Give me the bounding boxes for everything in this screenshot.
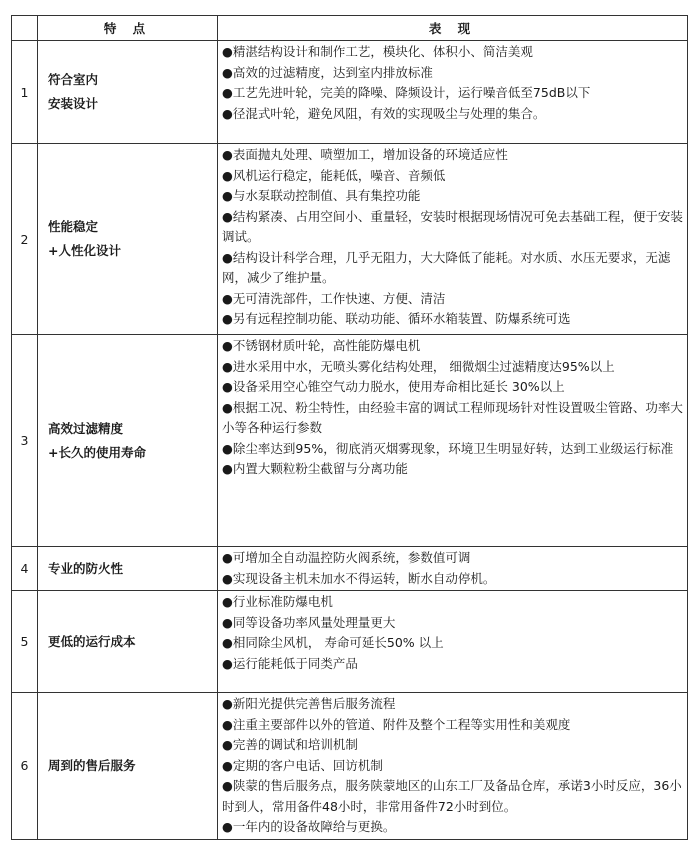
row-number: 6 xyxy=(12,693,38,840)
table-row xyxy=(12,335,688,547)
row-number: 3 xyxy=(12,335,38,547)
detail-bullet: ●不锈钢材质叶轮，高性能防爆电机 xyxy=(222,338,421,353)
detail-bullet: ●除尘率达到95%，彻底消灭烟雾现象，环境卫生明显好转，达到工业级运行标准 xyxy=(222,440,674,456)
detail-bullet: ●行业标准防爆电机 xyxy=(222,594,333,609)
header-feature: 特 点 xyxy=(38,16,218,41)
feature-cell xyxy=(38,41,218,144)
detail-bullet: ●结构设计科学合理，几乎无阻力，大大降低了能耗。对水质、水压无要求，无滤网，减少了维护量。 xyxy=(222,249,671,285)
feature-label: 性能稳定 xyxy=(48,219,99,234)
table-body xyxy=(12,41,688,840)
detail-bullet: ●新阳光提供完善售后服务流程 xyxy=(222,696,396,711)
detail-bullet: ●定期的客户电话、回访机制 xyxy=(222,757,383,773)
detail-bullet: ●结构紧凑、占用空间小、重量轻，安装时根据现场情况可免去基础工程，便于安装调试。 xyxy=(222,208,683,244)
table-row xyxy=(12,547,688,591)
detail-bullet: ●陕蒙的售后服务点，服务陕蒙地区的山东工厂及备品仓库，承诺3小时反应，36小时到人，常用备件48小时，非常用备件72小时到位。 xyxy=(222,778,682,814)
detail-bullet: ●高效的过滤精度，达到室内排放标准 xyxy=(222,64,433,80)
header-row xyxy=(12,16,688,41)
detail-cell xyxy=(218,41,688,144)
detail-bullet: ●另有远程控制功能、联动功能、循环水箱装置、防爆系统可选 xyxy=(222,311,571,326)
detail-bullet: ●工艺先进叶轮，完美的降噪、降频设计，运行噪音低至75dB以下 xyxy=(222,85,591,100)
detail-bullet: ●无可清洗部件，工作快速、方便、清洁 xyxy=(222,290,446,306)
feature-label: +人性化设计 xyxy=(48,243,121,258)
detail-bullet: ●运行能耗低于同类产品 xyxy=(222,655,358,671)
feature-label: +长久的使用寿命 xyxy=(48,444,146,460)
detail-bullet: ●根据工况、粉尘特性，由经验丰富的调试工程师现场针对性设置吸尘管路、功率大小等各种运行参数 xyxy=(222,399,683,435)
feature-cell xyxy=(38,693,218,840)
feature-label: 周到的售后服务 xyxy=(48,757,136,773)
detail-bullet: ●同等设备功率风量处理量更大 xyxy=(222,614,396,630)
feature-label: 专业的防火性 xyxy=(48,560,124,576)
row-number: 5 xyxy=(12,591,38,693)
detail-bullet: ●实现设备主机未加水不得运转，断水自动停机。 xyxy=(222,570,496,586)
detail-bullet: ●一年内的设备故障给与更换。 xyxy=(222,819,396,834)
feature-label: 更低的运行成本 xyxy=(48,633,136,649)
header-num xyxy=(12,16,38,41)
detail-cell xyxy=(218,335,688,547)
detail-cell xyxy=(218,144,688,335)
detail-cell xyxy=(218,547,688,591)
detail-bullet: ●进水采用中水，无喷头雾化结构处理， 细微烟尘过滤精度达95%以上 xyxy=(222,358,615,374)
detail-cell xyxy=(218,693,688,840)
row-number: 1 xyxy=(12,41,38,144)
detail-bullet: ●注重主要部件以外的管道、附件及整个工程等实用性和美观度 xyxy=(222,716,571,732)
detail-bullet: ●可增加全自动温控防火阀系统，参数值可调 xyxy=(222,550,471,565)
detail-bullet: ●与水泵联动控制值、具有集控功能 xyxy=(222,188,421,203)
row-number: 4 xyxy=(12,547,38,591)
detail-bullet: ●表面抛丸处理、喷塑加工，增加设备的环境适应性 xyxy=(222,147,508,162)
feature-cell xyxy=(38,335,218,547)
row-number: 2 xyxy=(12,144,38,335)
feature-cell xyxy=(38,144,218,335)
feature-label: 符合室内 xyxy=(48,72,99,87)
table-row xyxy=(12,41,688,144)
table-row xyxy=(12,144,688,335)
feature-cell xyxy=(38,591,218,693)
feature-cell xyxy=(38,547,218,591)
detail-bullet: ●内置大颗粒粉尘截留与分离功能 xyxy=(222,461,408,476)
table-row xyxy=(12,591,688,693)
detail-bullet: ●精湛结构设计和制作工艺，模块化、体积小、简洁美观 xyxy=(222,44,533,59)
table-row xyxy=(12,693,688,840)
detail-bullet: ●径混式叶轮，避免风阻，有效的实现吸尘与处理的集合。 xyxy=(222,105,546,121)
detail-cell xyxy=(218,591,688,693)
feature-label: 安装设计 xyxy=(48,96,99,111)
detail-bullet: ●完善的调试和培训机制 xyxy=(222,737,358,752)
feature-label: 高效过滤精度 xyxy=(48,420,124,436)
detail-bullet: ●设备采用空心锥空气动力脱水，使用寿命相比延长 30%以上 xyxy=(222,379,565,394)
header-detail: 表 现 xyxy=(218,16,688,41)
feature-table xyxy=(11,15,688,840)
detail-bullet: ●风机运行稳定，能耗低，噪音、音频低 xyxy=(222,167,446,183)
detail-bullet: ●相同除尘风机， 寿命可延长50% 以上 xyxy=(222,635,444,650)
